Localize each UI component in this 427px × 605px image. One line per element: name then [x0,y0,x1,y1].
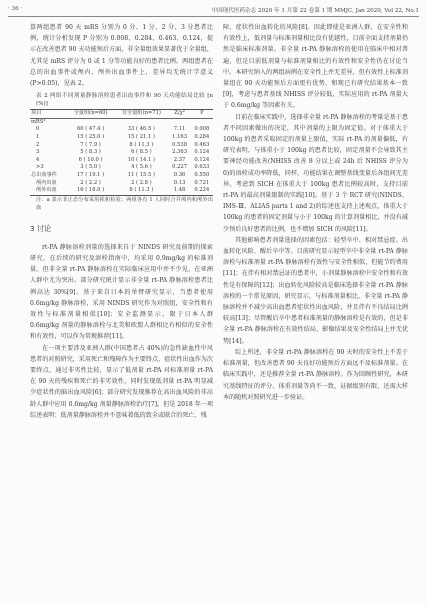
table-cell: 1.163 [172,134,188,140]
page-number: · 36 · [8,6,23,12]
table-cell [191,118,213,126]
table-cell: 1 [36,134,40,140]
table-row [30,142,213,150]
table-cell: 0.633 [194,164,210,171]
table-row [30,157,213,165]
page-header [8,5,419,15]
table-cell: 15 ( 25.0 ) [76,134,105,140]
left-column [30,22,213,421]
table-cell: 颅内出血 [36,179,57,186]
results-paragraph: 算两组患者 90 天 mRS 分别为 0 分、1 分、2 分、3 分患者比例，统计分析发现 P 分别为 0.008、0.284、0.463、0.124，提示在改善患者 90 天功能预后方面，非全量组效果显著优于全量组，尤其是 mRS 评分为 0 或 1 分等功能良好的患者比例。两组患者在总的出血事件或颅内、颅外出血事件上，差异均无统计学意义(P>0.05)，见表 2。 [30,24,213,88]
table-row [30,126,213,134]
table-cell: 0.124 [194,149,210,156]
discussion-paragraph-3: 障、症状性出血转化的风险[8]。因此即使是亚洲人群，在安全性和有效性上，低剂量与标准剂量相比没有优越性，目前全面支持剂量仍然是临床标准剂量。非全量 rt-PA 静脉溶栓的使用在临床中相对普遍，但是目前低剂量与标准剂量相比的有效性和安全性仍在讨论当中。本研究纳入的两组病例在安全性上并无差异，但有效性上标准剂量组在 90 天功能预后方面更有优势，和现已有研究结果基本一致[9]，考虑与患者基线 NHISS 评分较低，实际应用的 rt-PA 剂量大于 0.6mg/kg 等因素有关。 [223,24,408,110]
table-row [30,180,213,188]
table-cell: 0.13 [173,179,186,186]
table-header-cell: 项目 [30,110,67,119]
table-header-cell: 非全量组(n=71) [114,110,168,119]
table-cell: 2.37 [173,156,186,163]
table-cell: mRS² [31,118,46,125]
table-cell: 0.463 [194,141,210,148]
table-cell: 0.227 [172,164,188,171]
table-header-cell: P [191,110,213,119]
table-cell: 2 ( 2.8 ) [131,179,152,186]
table-cell: 0.721 [194,179,210,186]
table-row [30,172,213,180]
running-title: 中国现代医药杂志 2020 年 1 月第 22 卷第 1 期 MMJC, Jan 2020, Vol 22, No.1 [211,8,419,14]
table-cell: 颅外出血 [30,187,67,195]
table-cell: 2.363 [172,149,188,156]
table-cell: 8 ( 11.3 ) [129,141,154,148]
table-row [30,134,213,142]
table-cell [168,118,190,126]
table-cell: 7 ( 7.9 ) [80,141,101,148]
discussion-paragraph-4: 目前在临床实践中，选择非全量 rt-PA 静脉溶栓的考量是基于患者不同因素做出的决定，其中剂量的上限为固定值。对于体重大于 100kg 的患者采取固定的剂量上限值，实际 rt-PA 的剂量偏低，有研究表明，与体重小于 100kg 的患者比较，固定剂量不会导致其主要神经功能改善(NHISS 改善 8 分以上或 24h 后 NHISS 评分为 0)的溶栓成功率降低，同样，功能结果在调整基线变量后各组间无差异。考虑到 SICH 在体重大于 100kg 患者比例较高时，支持目前 rt-PA 的最高剂量限制的实践[10]。基于 3 个 RCT 研究(NINDS、IMS-Ⅲ、ALIAS parts 1 and 2)的综述也支持上述观点，体重大于 100kg 的患者的固定剂量与小于 100kg 的计算剂量相比，并没有减少预后良好患者的比例，也不增加 SICH 的风险[11]。 [223,113,408,233]
table-cell: 8 ( 11.3 ) [114,187,168,195]
discussion-paragraph-5: 其他影响患者剂量选择的因素包括：轻型卒中、相对禁忌症、出血转化风险、醒后卒中等。目前研究显示轻型卒中非全量 rt-PA 静脉溶栓与标准剂量 rt-PA 静脉溶栓有效性与安全性相似，但能节约费用[11]；在伴有相对禁忌证的患者中，小剂量静脉溶栓中安全性和有效性是有保障的[12]；出血转化风险较高是临床选择非全量 rt-PA 静脉溶栓的一个常见原因，研究显示，与标准剂量相比，非全量 rt-PA 静脉溶栓并不减少高出血患者症状性出血风险，并且伴有不良结局比例较高[13]；尽管醒后卒中患者标准剂量的静脉溶栓是有效的，但是非全量 rt-PA 静脉溶栓在有效性结局、影像结果及安全性结局上并无优势[14]。 [223,236,408,345]
table-cell: 5 ( 8.3 ) [80,149,101,156]
table-cell: 0.538 [172,141,188,148]
table-cell: 0.124 [194,156,210,163]
table-cell: 0.224 [191,187,213,195]
table-cell: 2 [36,141,40,148]
table-cell: 11 ( 15.5 ) [127,171,155,178]
table-cell: 10 ( 14.1 ) [127,156,155,163]
table-cell: 0 [36,126,40,133]
table-cell: 0.36 [173,171,186,178]
table-header-row [30,110,213,119]
table-row [30,149,213,157]
table-header-cell: 全量组(n=60) [67,110,114,119]
table-cell: 6 ( 10.0 ) [78,156,103,163]
table-cell: >3 [36,164,44,171]
table-header-cell: Z/χ² [168,110,190,119]
results-table [30,109,213,196]
header-rule [8,16,419,17]
table-cell: 7.11 [173,126,186,133]
table-cell: 0.284 [194,134,210,140]
discussion-paragraph-1: rt-PA 静脉溶栓剂量的选择来自于 NINDS 研究及前期的探索研究，在后续的研究及溶栓指南中，均采用 0.9mg/kg 的标准剂量。但非全量 rt-PA 静脉溶栓在实际临床应用中并不少见，在亚洲人群中尤为突出。部分研究统计显示非全量 rt-PA 静脉溶栓患者比例高达 30%[9]。基于来自日本的单臂研究显示，当患者使用 0.6mg/kg 静脉溶栓，采用 NINDS 研究作为对照组，安全性和有效性与标准剂量相似[10]；安全监测显示，限于日本人群 0.6mg/kg 剂量的静脉溶栓与北美和欧盟人群相比有相似的安全性和有效性，可以作为常规推荐[11]。 [30,243,213,341]
table-cell: 2 ( 2.2 ) [80,179,101,186]
table-cell: 15 ( 21.1 ) [127,134,155,140]
table-cell: 4 ( 5.6 ) [131,164,152,171]
table-cell: 16 ( 18.0 ) [67,187,114,195]
section-heading: 3 讨论 [30,223,52,233]
table-row [30,187,213,195]
table-cell: 3 ( 5.0 ) [80,164,101,171]
table-cell: 60 ( 47.4 ) [76,126,105,133]
table-cell: 0.550 [194,171,210,178]
right-column [223,22,408,403]
table-cell: 4 [36,156,40,163]
table-cell: 总出血事件 [31,171,57,178]
table-row [30,164,213,172]
conclusion-paragraph: 综上所述，非全量 rt-PA 静脉溶栓在 90 天时的安全性上不差于标准剂量，但改善患者 90 天良好功能预后方面远不及标准剂量。在临床实践中，还是推荐全量 rt-PA 静脉溶栓。作为回顾性研究，本研究基线特征的评分、体重剂量等尚不一致，证据级别有限，还需大样本的随机对照研究进一步验证。 [223,348,408,401]
table-cell: 6 ( 8.5 ) [131,149,152,156]
table-cell: 17 ( 19.1 ) [76,171,105,178]
table-cell: 1.48 [168,187,190,195]
table-cell: 33 ( 46.5 ) [127,126,155,133]
table-row [30,118,213,126]
table-cell: 3 [36,149,40,156]
table-note: 注：a 表示非正态分布采用秩和检验；两组各有 1 人同时合并颅内和颅外出血 [36,196,213,211]
discussion-paragraph-2: 在一项主要涉及亚洲人群(中国患者占 40%)的急性缺血性中风患者的对照研究，采用死亡和残障作为主要终点，症状性出血作为次要终点，通过非劣性比较，显示了低剂量 rt-PA 对标准剂量 rt-PA 在 90 天的残疾和死亡的非劣效性，同时发现低剂量 rt-PA 明显减少症状性的脑出血风险[6]；部分研究发现推荐在高出血风险的非高龄人群中应用 0.6mg/kg 剂量静脉溶栓治疗[7]。但是 2018 年一项综述表明：低剂量静脉溶栓并不意味着低的致全或联合的死亡、残 [30,344,213,419]
table-title: 表 2 两组不同剂量静脉溶栓患者出血事件和 90 天功能结局比较 [n (%)] [36,93,213,108]
table-cell: 0.008 [194,126,210,133]
